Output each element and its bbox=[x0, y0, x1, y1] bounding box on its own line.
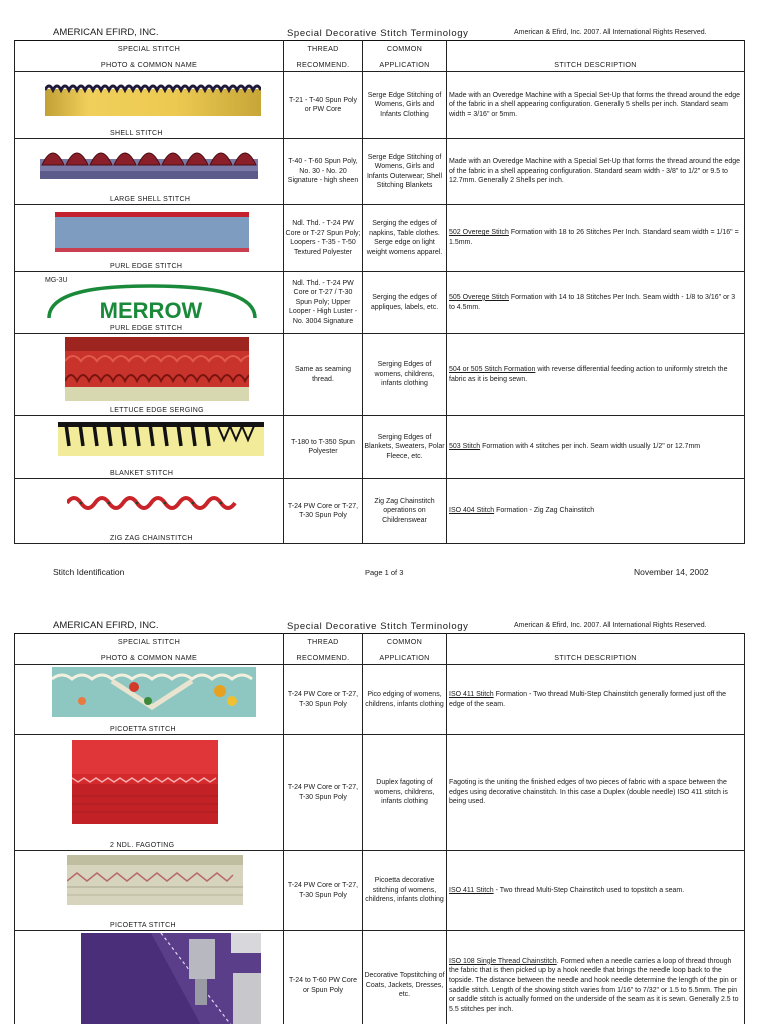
thread-recommendation: T-21 - T-40 Spun Poly or PW Core bbox=[284, 72, 363, 139]
thread-recommendation: T-180 to T-350 Spun Polyester bbox=[284, 416, 363, 479]
stitch-reference-link[interactable]: 505 Overege Stitch bbox=[449, 293, 509, 301]
column-header-photo: SPECIAL STITCH PHOTO & COMMON NAME bbox=[15, 41, 284, 72]
stitch-description: ISO 108 Single Thread Chainstitch. Formed when a needle carries a loop of thread through the fabric that is then picked up by a hook needle that brings the needle loop back to the topside. The distance between the needle and hook needle determine the length of the pin or saddle stitch. Length of the showing stitch varies from 1/16" to 7/32" or 1.5 to 5.5mm. The pin or saddle stitch is actually formed on the underside of the seam as it is sewn. Generally 2.5 to 5.5 stitches per inch. bbox=[447, 931, 745, 1024]
column-header-application: COMMON APPLICATION bbox=[363, 41, 447, 72]
table-row bbox=[15, 139, 745, 205]
thread-recommendation: Same as seaming thread. bbox=[284, 334, 363, 416]
stitch-photo-cell bbox=[15, 735, 284, 851]
stitch-description: Made with an Overedge Machine with a Special Set-Up that forms the thread around the edge of the fabric in a shell appearing configuration. Standard seam width - 3/8" to 1/2" or 9.5 to 12.7mm. Generally 2 Shells per inch. bbox=[447, 139, 745, 205]
copyright-notice: American & Efird, Inc. 2007. All International Rights Reserved. bbox=[514, 29, 707, 36]
stitch-photo-cell bbox=[15, 72, 284, 139]
zig-zag-chainstitch-photo bbox=[67, 493, 239, 513]
thread-recommendation: Ndl. Thd. - T-24 PW Core or T-27 / T-30 Spun Poly; Upper Looper - High Luster - No. 3004 Signature bbox=[284, 272, 363, 334]
table-row bbox=[15, 72, 745, 139]
thread-recommendation: T-24 PW Core or T-27, T-30 Spun Poly bbox=[284, 851, 363, 931]
chainstitch-machine-photo bbox=[81, 933, 261, 1024]
purl-edge-stitch-photo bbox=[55, 212, 249, 252]
stitch-photo-cell bbox=[15, 931, 284, 1024]
stitch-reference-link[interactable]: ISO 411 Stitch bbox=[449, 886, 494, 894]
fagoting-photo bbox=[72, 740, 218, 824]
table-row bbox=[15, 851, 745, 931]
column-header-photo: SPECIAL STITCH PHOTO & COMMON NAME bbox=[15, 634, 284, 665]
stitch-reference-link[interactable]: 503 Stitch bbox=[449, 443, 481, 451]
footer-date: November 14, 2002 bbox=[634, 567, 709, 577]
thread-recommendation: T-24 PW Core or T-27, T-30 Spun Poly bbox=[284, 735, 363, 851]
common-application: Picoetta decorative stitching of womens, childrens, infants clothing bbox=[363, 851, 447, 931]
table-row bbox=[15, 416, 745, 479]
common-application: Serging Edges of Blankets, Sweaters, Polar Fleece, etc. bbox=[363, 416, 447, 479]
footer-section-name: Stitch Identification bbox=[53, 567, 125, 577]
stitch-name: BLANKET STITCH bbox=[110, 470, 174, 477]
thread-recommendation: T-40 - T-60 Spun Poly, No. 30 - No. 20 Signature - high sheen bbox=[284, 139, 363, 205]
thread-recommendation: T-24 to T-60 PW Core or Spun Poly bbox=[284, 931, 363, 1024]
stitch-description: Fagoting is the uniting the finished edges of two pieces of fabric with a space between the edges using decorative chainstitch. In this case a Duplex (double needle) ISO 411 stitch is being used. bbox=[447, 735, 745, 851]
table-row bbox=[15, 665, 745, 735]
table-row bbox=[15, 205, 745, 272]
stitch-reference-link[interactable]: ISO 108 Single Thread Chainstitch bbox=[449, 957, 557, 965]
stitch-name: SHELL STITCH bbox=[110, 130, 163, 137]
thread-recommendation: Ndl. Thd. - T-24 PW Core or T-27 Spun Poly; Loopers - T-35 - T-50 Textured Polyester bbox=[284, 205, 363, 272]
company-name: AMERICAN EFIRD, INC. bbox=[53, 620, 159, 631]
stitch-description: ISO 411 Stitch - Two thread Multi-Step Chainstitch used to topstitch a seam. bbox=[447, 851, 745, 931]
stitch-name: PICOETTA STITCH bbox=[110, 922, 176, 929]
common-application: Serging the edges of appliques, labels, etc. bbox=[363, 272, 447, 334]
stitch-photo-cell bbox=[15, 665, 284, 735]
stitch-description: ISO 404 Stitch Formation - Zig Zag Chainstitch bbox=[447, 479, 745, 544]
stitch-name: PURL EDGE STITCH bbox=[110, 263, 183, 270]
stitch-description: Made with an Overedge Machine with a Special Set-Up that forms the thread around the edge of the fabric in a shell appearing configuration. Generally 5 shells per inch. Standard seam width = 3/16" or 5mm. bbox=[447, 72, 745, 139]
thread-recommendation: T-24 PW Core or T-27, T-30 Spun Poly bbox=[284, 479, 363, 544]
table-row bbox=[15, 334, 745, 416]
common-application: Duplex fagoting of womens, childrens, infants clothing bbox=[363, 735, 447, 851]
column-header-description: STITCH DESCRIPTION bbox=[447, 41, 745, 72]
stitch-name: LARGE SHELL STITCH bbox=[110, 196, 191, 203]
company-name: AMERICAN EFIRD, INC. bbox=[53, 27, 159, 38]
column-header-application: COMMON APPLICATION bbox=[363, 634, 447, 665]
stitch-name: PURL EDGE STITCH bbox=[110, 325, 183, 332]
stitch-name: ZIG ZAG CHAINSTITCH bbox=[110, 535, 193, 542]
common-application: Zig Zag Chainstitch operations on Childrenswear bbox=[363, 479, 447, 544]
svg-text:MERROW: MERROW bbox=[99, 298, 203, 320]
stitch-reference-link[interactable]: 504 or 505 Stitch Formation bbox=[449, 365, 536, 373]
stitch-description: 505 Overege Stitch Formation with 14 to 18 Stitches Per Inch. Seam width - 1/8 to 3/16" or 3 to 4.5mm. bbox=[447, 272, 745, 334]
copyright-notice: American & Efird, Inc. 2007. All International Rights Reserved. bbox=[514, 622, 707, 629]
common-application: Pico edging of womens, childrens, infants clothing bbox=[363, 665, 447, 735]
common-application: Serging the edges of napkins, Table clothes. Serge edge on light weight womens apparel. bbox=[363, 205, 447, 272]
blanket-stitch-photo bbox=[58, 422, 264, 456]
merrow-logo bbox=[35, 274, 267, 320]
stitch-name: LETTUCE EDGE SERGING bbox=[110, 407, 204, 414]
stitch-description: 502 Overege Stitch Formation with 18 to 26 Stitches Per Inch. Standard seam width = 1/16" = 1.5mm. bbox=[447, 205, 745, 272]
document-title: Special Decorative Stitch Terminology bbox=[287, 621, 469, 632]
picoetta-stitch-photo bbox=[52, 667, 256, 717]
stitch-photo-cell bbox=[15, 139, 284, 205]
common-application: Serging Edges of womens, childrens, infants clothing bbox=[363, 334, 447, 416]
large-shell-stitch-photo bbox=[40, 143, 258, 181]
column-header-thread: THREAD RECOMMEND. bbox=[284, 41, 363, 72]
stitch-reference-link[interactable]: ISO 404 Stitch bbox=[449, 507, 495, 515]
stitch-table bbox=[14, 40, 745, 544]
thread-recommendation: T-24 PW Core or T-27, T-30 Spun Poly bbox=[284, 665, 363, 735]
stitch-description: 504 or 505 Stitch Formation with reverse differential feeding action to uniformly stretch the fabric as it is being sewn. bbox=[447, 334, 745, 416]
page-header bbox=[0, 27, 768, 41]
table-row bbox=[15, 479, 745, 544]
stitch-name: PICOETTA STITCH bbox=[110, 726, 176, 733]
common-application: Decorative Topstitching of Coats, Jackets, Dresses, etc. bbox=[363, 931, 447, 1024]
page-number: Page 1 of 3 bbox=[365, 568, 404, 577]
table-row bbox=[15, 931, 745, 1024]
shell-stitch-photo bbox=[45, 82, 261, 116]
stitch-reference-link[interactable]: 502 Overege Stitch bbox=[449, 229, 509, 237]
stitch-photo-cell bbox=[15, 416, 284, 479]
stitch-photo-cell bbox=[15, 272, 284, 334]
table-row bbox=[15, 272, 745, 334]
column-header-thread: THREAD RECOMMEND. bbox=[284, 634, 363, 665]
page-header bbox=[0, 620, 768, 634]
picoetta-topstitch-photo bbox=[67, 855, 243, 905]
stitch-description: ISO 411 Stitch Formation - Two thread Multi-Step Chainstitch generally formed just off the edge of the seam. bbox=[447, 665, 745, 735]
svg-text:MG-3U: MG-3U bbox=[45, 277, 68, 284]
table-header-row bbox=[15, 41, 745, 72]
stitch-name: 2 NDL. FAGOTING bbox=[110, 842, 175, 849]
table-header-row bbox=[15, 634, 745, 665]
common-application: Serge Edge Stitching of Womens, Girls and Infants Outerwear; Shell Stitching Blankets bbox=[363, 139, 447, 205]
stitch-reference-link[interactable]: ISO 411 Stitch bbox=[449, 690, 494, 698]
stitch-table bbox=[14, 633, 745, 1024]
stitch-photo-cell bbox=[15, 851, 284, 931]
stitch-photo-cell bbox=[15, 334, 284, 416]
table-row bbox=[15, 735, 745, 851]
lettuce-edge-photo bbox=[65, 337, 249, 401]
stitch-photo-cell bbox=[15, 479, 284, 544]
document-title: Special Decorative Stitch Terminology bbox=[287, 28, 469, 39]
stitch-description: 503 Stitch Formation with 4 stitches per inch. Seam width usually 1/2" or 12.7mm bbox=[447, 416, 745, 479]
column-header-description: STITCH DESCRIPTION bbox=[447, 634, 745, 665]
common-application: Serge Edge Stitching of Womens, Girls and Infants Clothing bbox=[363, 72, 447, 139]
stitch-photo-cell bbox=[15, 205, 284, 272]
